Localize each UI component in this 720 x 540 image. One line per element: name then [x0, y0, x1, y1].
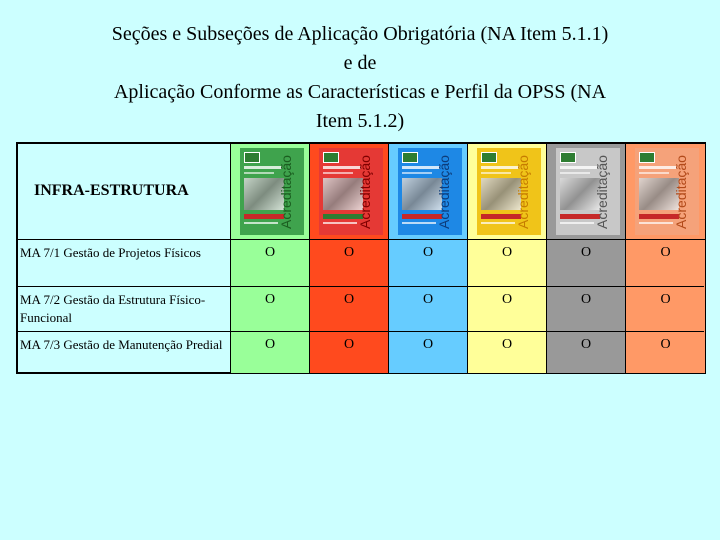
table-cell: O	[389, 287, 468, 332]
table-cell: O	[310, 287, 389, 332]
cover-vertical-text: Acreditação	[436, 155, 452, 229]
table-cell: O	[547, 287, 626, 332]
table-row	[18, 286, 704, 332]
logo-icon	[481, 152, 497, 163]
table-cell: O	[626, 287, 705, 332]
row-label: MA 7/1 Gestão de Projetos Físicos	[18, 240, 231, 287]
logo-icon	[639, 152, 655, 163]
table-cell: O	[310, 240, 389, 287]
table-cell: O	[231, 240, 310, 287]
manual-cover-image	[635, 148, 699, 235]
cover-vertical-text: Acreditação	[594, 155, 610, 229]
manual-cover-image	[240, 148, 304, 235]
table-cell: O	[468, 287, 547, 332]
title-line-4: Item 5.1.2)	[315, 110, 405, 132]
table-cell: O	[389, 240, 468, 287]
section-heading: INFRA-ESTRUTURA	[34, 182, 189, 199]
manual-cover-image	[477, 148, 541, 235]
logo-icon	[244, 152, 260, 163]
table-cell: O	[626, 332, 705, 373]
table-cell: O	[468, 240, 547, 287]
manual-cover-image	[556, 148, 620, 235]
logo-icon	[560, 152, 576, 163]
table-row	[18, 239, 704, 287]
table-header-row	[18, 144, 704, 239]
table-cell: O	[468, 332, 547, 373]
requirements-table	[16, 142, 706, 374]
logo-icon	[402, 152, 418, 163]
title-line-3: Aplicação Conforme as Características e Perfil da OPSS (NA	[113, 81, 607, 103]
table-cell: O	[547, 332, 626, 373]
row-label: MA 7/3 Gestão de Manutenção Predial	[18, 332, 231, 373]
title-line-1: Seções e Subseções de Aplicação Obrigatória (NA Item 5.1.1)	[111, 23, 609, 45]
table-cell: O	[310, 332, 389, 373]
row-label: MA 7/2 Gestão da Estrutura Físico-Funcional	[18, 287, 231, 332]
table-cell: O	[389, 332, 468, 373]
table-cell: O	[231, 287, 310, 332]
cover-vertical-text: Acreditação	[515, 155, 531, 229]
manual-cover-image	[398, 148, 462, 235]
manual-cover-image	[319, 148, 383, 235]
cover-vertical-text: Acreditação	[357, 155, 373, 229]
title-line-2: e de	[343, 52, 377, 74]
logo-icon	[323, 152, 339, 163]
table-cell: O	[231, 332, 310, 373]
cover-vertical-text: Acreditação	[278, 155, 294, 229]
header-label-cell	[18, 144, 231, 239]
slide-title	[40, 20, 680, 136]
cover-vertical-text: Acreditação	[673, 155, 689, 229]
table-cell: O	[626, 240, 705, 287]
table-cell: O	[547, 240, 626, 287]
table-row	[18, 331, 704, 373]
